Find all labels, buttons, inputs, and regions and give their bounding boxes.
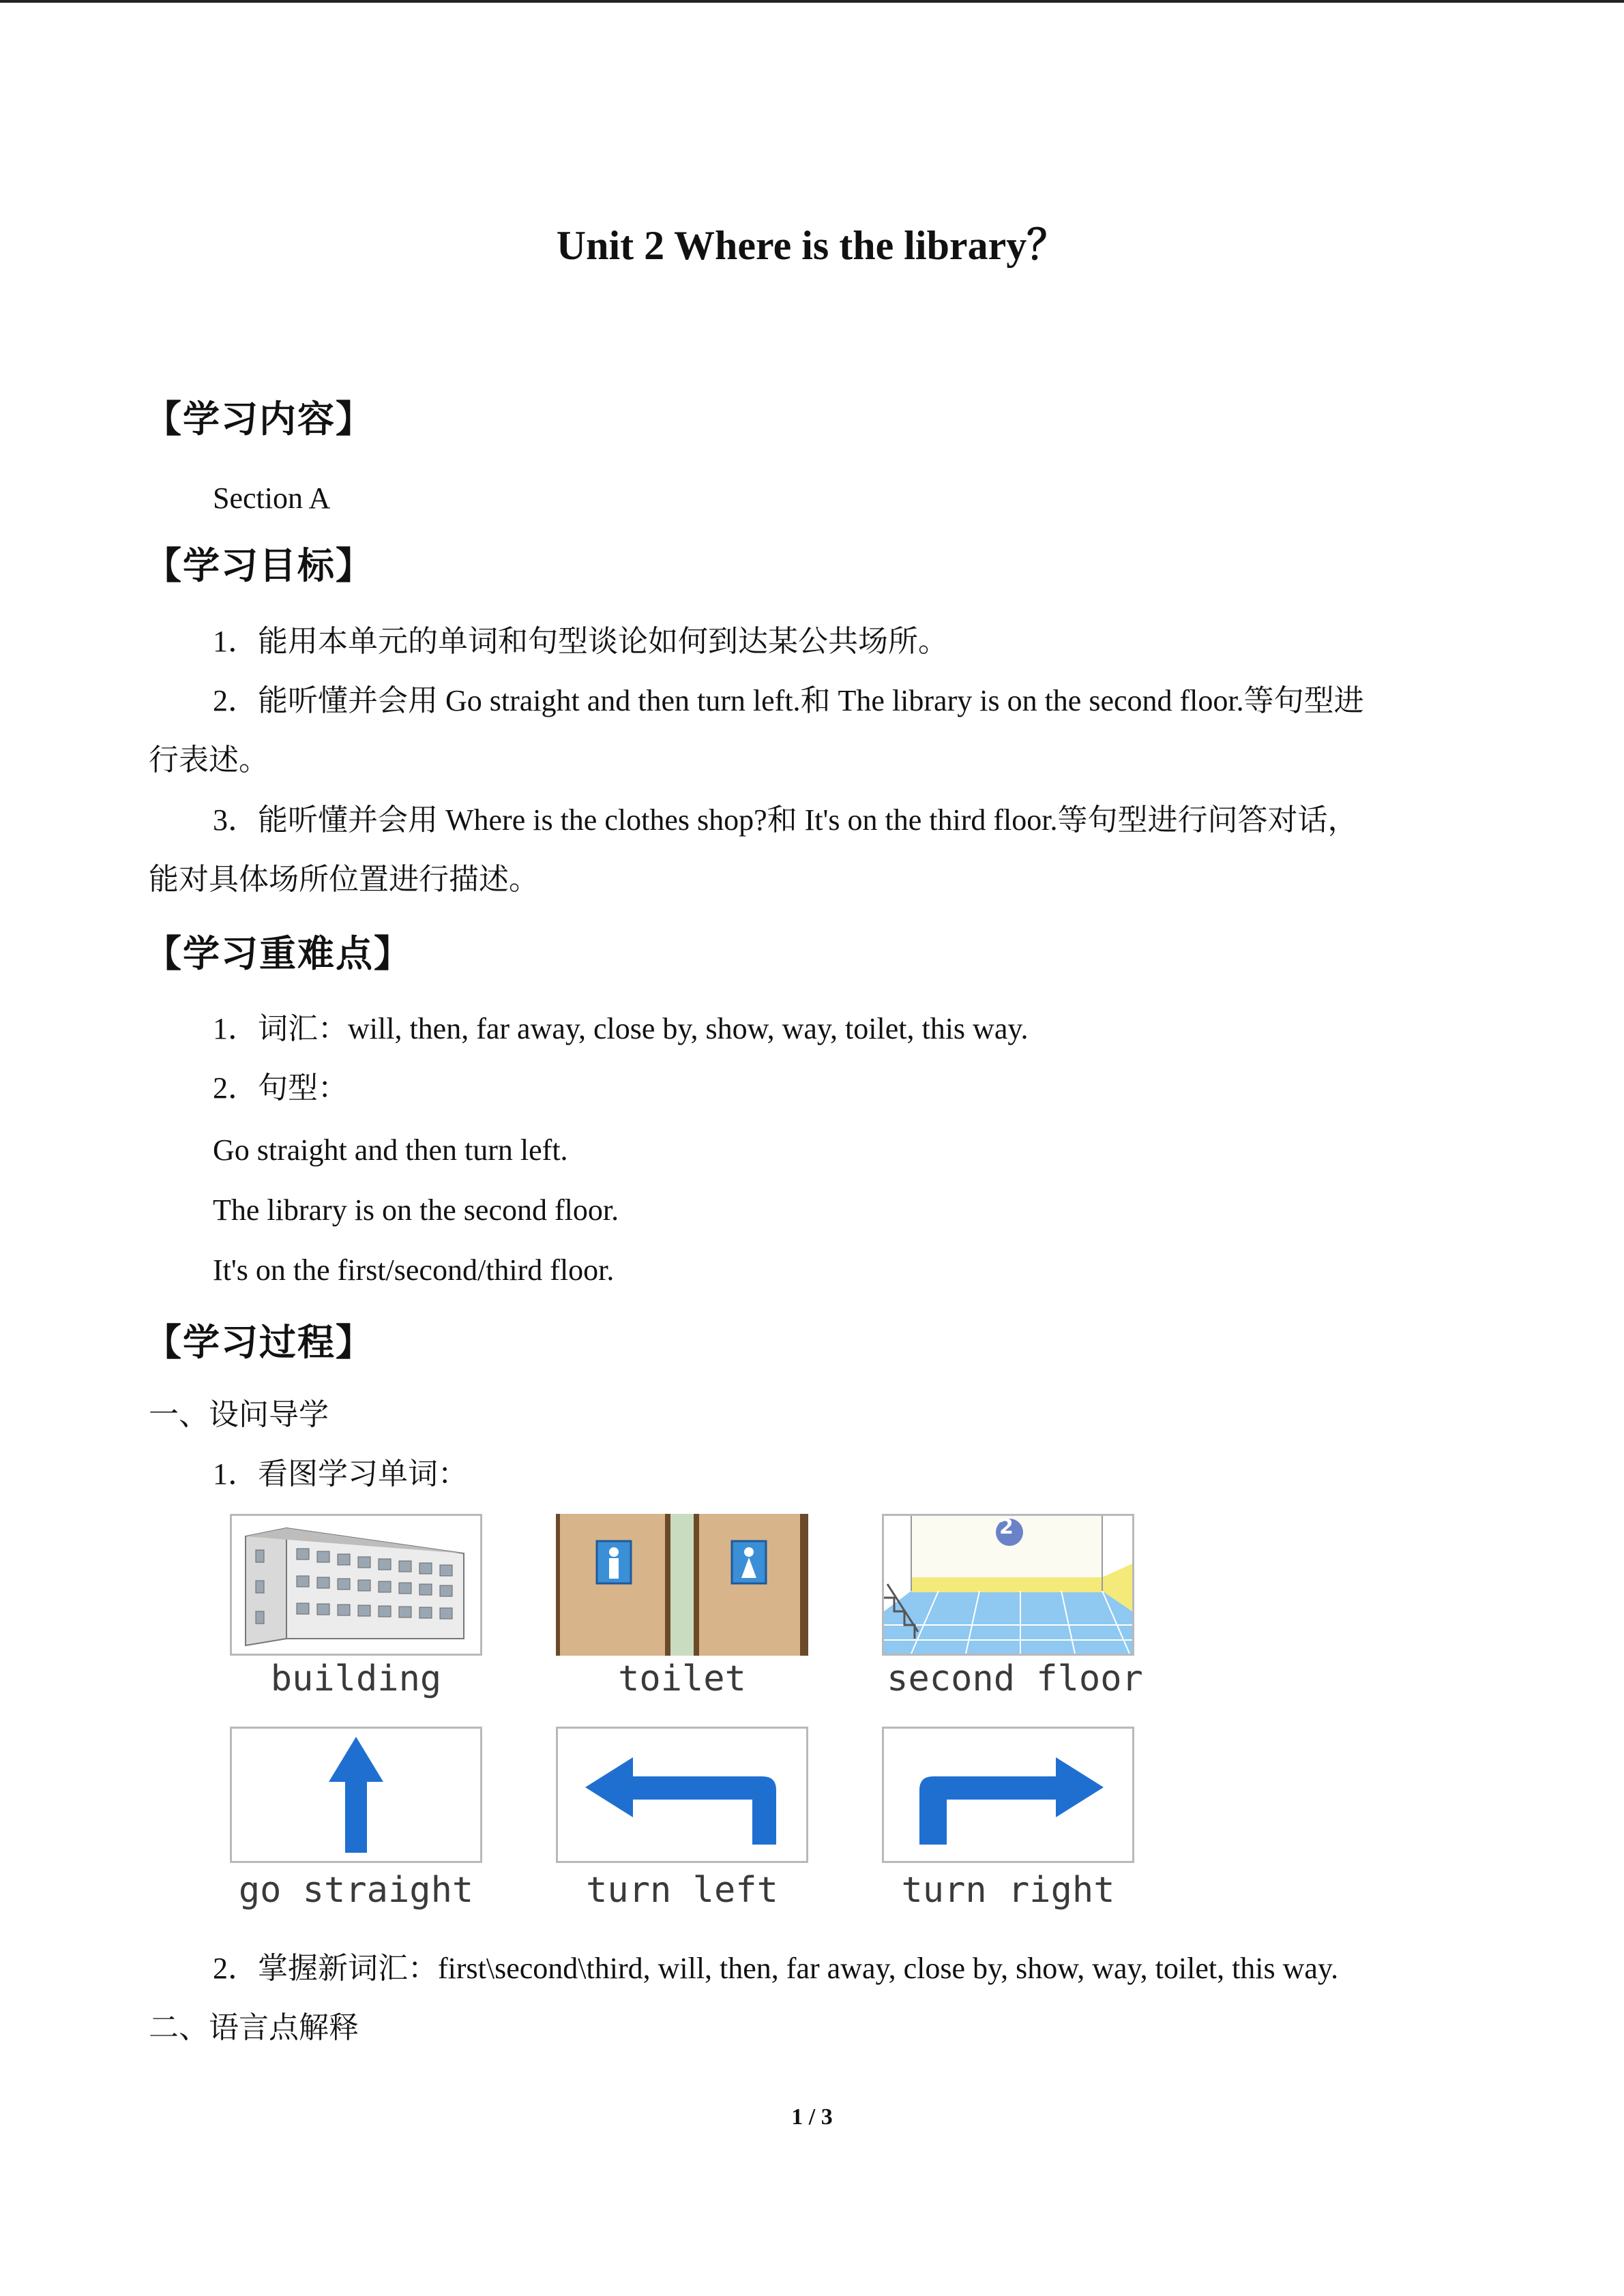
heading-learning-goals: 【学习目标】 [145, 544, 374, 587]
page-number: 1 / 3 [791, 2104, 833, 2130]
heading-key-points: 【学习重难点】 [145, 932, 412, 975]
picture-card-toilet [556, 1514, 808, 1656]
turn-left-arrow-icon [558, 1729, 806, 1861]
goal-item-2-cont: 行表述。 [149, 743, 269, 777]
picture-card-go-straight [230, 1727, 482, 1863]
picture-card-turn-left [556, 1727, 808, 1863]
top-border-rule [0, 0, 1624, 3]
arrow-up-icon [232, 1729, 480, 1861]
picture-card-building [230, 1514, 482, 1656]
step-one-label: 1．看图学习单词： [213, 1457, 468, 1491]
goal-item-3-cont: 能对具体场所位置进行描述。 [149, 863, 539, 896]
page-title: Unit 2 Where is the library？ [556, 223, 1068, 268]
building-icon [232, 1516, 480, 1654]
vocab-line: 1．词汇：will, then, far away, close by, show, way, toilet, this way. [213, 1012, 1029, 1045]
goal-item-3: 3．能听懂并会用 Where is the clothes shop?和 It's on the third floor.等句型进行问答对话， [213, 803, 1358, 837]
pattern-2: The library is on the second floor. [213, 1193, 619, 1227]
floor-number-text: 2 [999, 1515, 1014, 1539]
heading-learning-process: 【学习过程】 [145, 1321, 374, 1364]
toilet-doors-icon [556, 1514, 808, 1656]
caption-toilet: toilet [618, 1658, 746, 1699]
goal-item-1: 1．能用本单元的单词和句型谈论如何到达某公共场所。 [213, 625, 948, 658]
section-a-text: Section A [213, 481, 331, 515]
goal-item-2: 2．能听懂并会用 Go straight and then turn left.和 The library is on the second floor.等句型进 [213, 684, 1364, 717]
caption-building: building [270, 1658, 442, 1699]
caption-second-floor: second floor [887, 1658, 1143, 1699]
pattern-3: It's on the first/second/third floor. [213, 1253, 615, 1287]
step-two-vocab: 2．掌握新词汇：first\second\third, will, then, far away, close by, show, way, toilet, this way. [213, 1952, 1339, 1985]
caption-turn-right: turn right [901, 1870, 1115, 1911]
turn-right-arrow-icon [884, 1729, 1132, 1861]
patterns-label: 2．句型： [213, 1071, 348, 1105]
pattern-1: Go straight and then turn left. [213, 1133, 568, 1167]
caption-go-straight: go straight [238, 1870, 474, 1911]
picture-card-turn-right [882, 1727, 1134, 1863]
caption-turn-left: turn left [586, 1870, 778, 1911]
part-one-label: 一、设问导学 [149, 1398, 329, 1431]
part-two-label: 二、语言点解释 [149, 2011, 359, 2044]
heading-learning-content: 【学习内容】 [145, 398, 374, 441]
